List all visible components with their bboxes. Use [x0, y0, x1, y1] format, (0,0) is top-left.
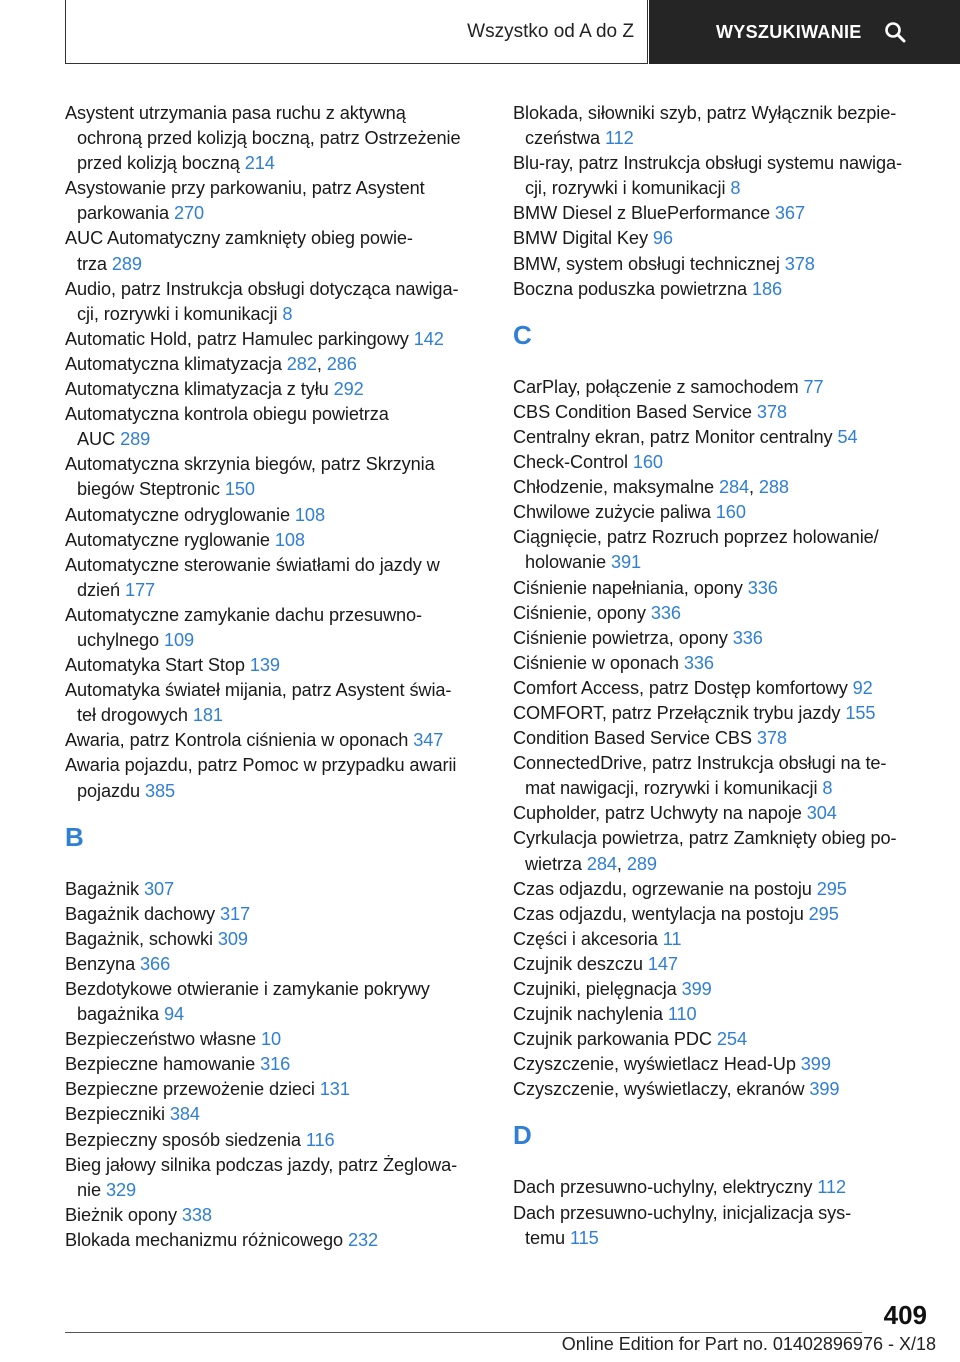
index-entry-text: Ciśnienie napełniania, opony: [513, 577, 748, 598]
page-link[interactable]: 289: [111, 253, 142, 274]
index-entry: [513, 1052, 933, 1077]
index-entry-text: Asystowanie przy parkowaniu, patrz Asystent: [65, 178, 425, 199]
page-link[interactable]: 304: [806, 803, 837, 824]
index-entry-text: biegów Steptronic: [77, 479, 225, 500]
tab-a-to-z[interactable]: [65, 0, 648, 64]
page-link[interactable]: 317: [220, 903, 251, 924]
index-entry-text: parkowania: [77, 203, 174, 224]
page-link[interactable]: 286: [326, 353, 357, 374]
index-letter-heading: B: [65, 821, 84, 852]
page-link[interactable]: 288: [758, 477, 789, 498]
page-link[interactable]: 254: [716, 1029, 747, 1050]
index-entry: [65, 902, 485, 927]
index-entry: [513, 400, 933, 425]
index-entry: [513, 927, 933, 952]
index-entry-text: Boczna poduszka powietrzna: [513, 278, 752, 299]
index-entry-text: ConnectedDrive, patrz Instrukcja obsługi na te-: [513, 753, 887, 774]
index-entry-text: Condition Based Service CBS: [513, 728, 757, 749]
index-entry: [65, 1228, 485, 1253]
index-entry-text: Cyrkulacja powietrza, patrz Zamknięty obieg po-: [513, 828, 897, 849]
index-entry: [65, 952, 485, 977]
index-entry-text: CarPlay, połączenie z samochodem: [513, 376, 804, 397]
page-link[interactable]: 11: [662, 928, 682, 949]
page-link[interactable]: 347: [413, 730, 444, 751]
index-entry-text: Czujniki, pielęgnacja: [513, 979, 682, 999]
index-entry-text: holowanie: [525, 552, 611, 573]
page-link[interactable]: 94: [163, 1004, 185, 1025]
index-entry: [513, 500, 933, 525]
page-separator: ,: [616, 853, 627, 874]
index-entry: [513, 226, 933, 251]
page-link[interactable]: 177: [124, 579, 155, 600]
index-entry: [513, 1002, 933, 1027]
index-entry: [513, 425, 933, 450]
page-link[interactable]: 139: [249, 655, 280, 676]
index-entry: [513, 601, 933, 626]
page-link[interactable]: 391: [610, 552, 642, 573]
page-link[interactable]: 112: [817, 1177, 847, 1198]
index-entry: [513, 1175, 933, 1200]
index-entry-text: Comfort Access, patrz Dostęp komfortowy: [513, 677, 853, 698]
index-entry: [513, 1201, 933, 1251]
page-link[interactable]: 131: [319, 1079, 350, 1100]
page-link[interactable]: 77: [803, 376, 824, 397]
page-link[interactable]: 181: [192, 705, 223, 726]
index-entry-text: Ciśnienie powietrza, opony: [513, 627, 733, 648]
page-link[interactable]: 232: [348, 1229, 379, 1250]
index-entry: [513, 475, 933, 500]
index-entry-text: cji, rozrywki i komunikacji: [77, 303, 283, 324]
tab-search[interactable]: [649, 0, 960, 64]
index-entry: [65, 753, 485, 803]
index-entry: [513, 902, 933, 927]
index-entry: [513, 450, 933, 475]
index-entry-text: Awaria, patrz Kontrola ciśnienia w oponach: [65, 730, 414, 751]
search-icon: [884, 21, 906, 43]
index-entry-text: Asystent utrzymania pasa ruchu z aktywną: [65, 103, 406, 123]
page-link[interactable]: 92: [852, 677, 873, 698]
page-link[interactable]: 378: [784, 253, 815, 274]
page-link[interactable]: 214: [244, 153, 275, 174]
index-entry-text: Ciągnięcie, patrz Rozruch poprzez holowanie/: [513, 527, 879, 548]
index-entry-text: Automatyczne zamykanie dachu przesuwno-: [65, 604, 422, 625]
index-entry: [513, 801, 933, 826]
footer-edition-text: Online Edition for Part no. 01402896976 - X/18: [561, 1334, 936, 1354]
index-entry: [513, 277, 933, 302]
page-link[interactable]: 112: [604, 128, 634, 149]
index-entry-text: Benzyna: [65, 953, 141, 974]
index-entry-text: Cupholder, patrz Uchwyty na napoje: [513, 803, 807, 824]
index-entry-text: nie: [77, 1179, 106, 1200]
index-entry: [513, 252, 933, 277]
page-link[interactable]: 109: [163, 629, 195, 650]
index-entry: [65, 226, 485, 276]
index-column-left: [65, 101, 485, 1253]
index-entry-text: Blu-ray, patrz Instrukcja obsługi systemu nawiga-: [513, 153, 902, 174]
index-entry-text: BMW Digital Key: [513, 228, 653, 249]
index-letter-heading: C: [513, 319, 532, 350]
index-entry-text: Chwilowe zużycie paliwa: [513, 502, 716, 523]
index-entry-text: Chłodzenie, maksymalne: [513, 477, 719, 498]
index-entry-text: CBS Condition Based Service: [513, 401, 757, 422]
index-entry-text: Ciśnienie, opony: [513, 602, 651, 623]
page-link[interactable]: 160: [715, 502, 746, 523]
index-entry: [513, 977, 933, 1002]
page-link[interactable]: 110: [667, 1004, 697, 1025]
index-entry-text: Części i akcesoria: [513, 928, 663, 949]
page-link[interactable]: 316: [260, 1054, 291, 1075]
index-entry-text: Czyszczenie, wyświetlacz Head-Up: [513, 1054, 801, 1075]
index-entry-text: BMW, system obsługi technicznej: [513, 253, 785, 274]
index-entry-text: Automatyczne ryglowanie: [65, 529, 275, 550]
index-entry-text: Audio, patrz Instrukcja obsługi dotycząca nawiga-: [65, 278, 459, 299]
index-entry: [65, 377, 485, 402]
index-entry-text: Czas odjazdu, wentylacja na postoju: [513, 903, 809, 924]
index-entry: [513, 877, 933, 902]
index-entry-text: Awaria pojazdu, patrz Pomoc w przypadku awarii: [65, 755, 457, 776]
index-entry-text: Bagażnik dachowy: [65, 903, 221, 924]
top-navigation: [0, 0, 960, 66]
index-entry: [513, 676, 933, 701]
page-link[interactable]: 150: [224, 479, 255, 500]
index-entry-text: bagażnika: [77, 1004, 164, 1025]
index-entry-text: Blokada mechanizmu różnicowego: [65, 1229, 348, 1250]
page-link[interactable]: 295: [808, 903, 839, 924]
index-entry: [65, 553, 485, 603]
index-entry: [65, 452, 485, 502]
page-link[interactable]: 116: [305, 1129, 335, 1150]
index-entry-text: Dach przesuwno-uchylny, inicjalizacja sys-: [513, 1202, 852, 1223]
index-entry-text: Bezdotykowe otwieranie i zamykanie pokrywy: [65, 979, 430, 999]
page-link[interactable]: 270: [173, 203, 205, 224]
index-entry: [65, 327, 485, 352]
index-entry: [513, 952, 933, 977]
page-link[interactable]: 96: [652, 228, 673, 249]
page-link[interactable]: 108: [274, 529, 305, 550]
index-entry-text: Automatyczne sterowanie światłami do jazdy w: [65, 554, 440, 575]
index-entry: [65, 352, 485, 377]
page-link[interactable]: 336: [747, 577, 778, 598]
page-link[interactable]: 160: [632, 452, 663, 473]
index-entry: [513, 375, 933, 400]
index-entry-text: COMFORT, patrz Przełącznik trybu jazdy: [513, 702, 846, 723]
index-entry: [513, 651, 933, 676]
page-link[interactable]: 115: [570, 1227, 599, 1248]
page-link[interactable]: 399: [681, 979, 712, 999]
index-entry: [513, 525, 933, 575]
page-link[interactable]: 399: [800, 1054, 831, 1075]
index-entry-text: Bieżnik opony: [65, 1204, 182, 1225]
index-entry-text: czeństwa: [525, 128, 605, 149]
index-entry-text: Automatyczne odryglowanie: [65, 504, 295, 525]
index-entry: [513, 1077, 933, 1102]
index-entry: [65, 528, 485, 553]
index-entry: [65, 1128, 485, 1153]
index-entry-text: Automatyka świateł mijania, patrz Asystent świa-: [65, 680, 452, 701]
page-link[interactable]: 385: [144, 780, 176, 801]
index-entry: [65, 176, 485, 226]
index-entry-text: Bieg jałowy silnika podczas jazdy, patrz Żeglowa-: [65, 1154, 458, 1175]
page-link[interactable]: 147: [647, 953, 678, 974]
index-column-right: [513, 101, 933, 1251]
page-link[interactable]: 8: [822, 778, 833, 799]
index-entry: [65, 101, 485, 176]
index-entry: [65, 678, 485, 728]
tab-search-label: WYSZUKIWANIE: [716, 21, 862, 42]
page-link[interactable]: 378: [756, 728, 787, 749]
index-entry-text: Automatyczna klimatyzacja z tyłu: [65, 379, 334, 400]
index-entry-text: Czujnik nachylenia: [513, 1004, 668, 1025]
page-link[interactable]: 384: [169, 1104, 200, 1125]
index-entry: [513, 751, 933, 801]
index-entry: [65, 927, 485, 952]
page-link[interactable]: 338: [181, 1204, 212, 1225]
index-entry-text: Automatyczna skrzynia biegów, patrz Skrzynia: [65, 454, 435, 475]
page-link[interactable]: 186: [751, 278, 782, 299]
index-entry-text: Ciśnienie w oponach: [513, 652, 684, 673]
index-entry-text: Bagażnik: [65, 878, 144, 899]
index-entry: [65, 503, 485, 528]
index-entry-text: Bezpieczniki: [65, 1104, 170, 1125]
index-entry-text: mat nawigacji, rozrywki i komunikacji: [525, 778, 823, 799]
index-entry-text: trza: [77, 253, 112, 274]
index-letter-heading: D: [513, 1120, 532, 1151]
index-entry-text: Blokada, siłowniki szyb, patrz Wyłącznik bezpie-: [513, 103, 897, 123]
page-link[interactable]: 155: [845, 702, 876, 723]
page-link[interactable]: 378: [756, 401, 787, 422]
index-entry-text: Automatic Hold, patrz Hamulec parkingowy: [65, 328, 414, 349]
index-entry-text: Bezpieczne hamowanie: [65, 1054, 261, 1075]
index-entry-text: Automatyczna klimatyzacja: [65, 353, 287, 374]
page-link[interactable]: 336: [732, 627, 763, 648]
index-entry-text: Automatyka Start Stop: [65, 655, 250, 676]
page-link[interactable]: 8: [282, 303, 293, 324]
index-entry: [65, 1077, 485, 1102]
index-entry: [513, 201, 933, 226]
page-link[interactable]: 309: [217, 928, 248, 949]
index-entry-text: Dach przesuwno-uchylny, elektryczny: [513, 1177, 818, 1198]
page-link[interactable]: 336: [650, 602, 681, 623]
page-number: 409: [883, 1300, 927, 1330]
index-entry: [65, 277, 485, 327]
page-link[interactable]: 367: [774, 203, 805, 224]
index-entry: [65, 1102, 485, 1127]
index-entry-text: Czas odjazdu, ogrzewanie na postoju: [513, 878, 817, 899]
index-entry: [65, 728, 485, 753]
page-link[interactable]: 292: [333, 379, 364, 400]
index-entry-text: Bezpieczeństwo własne: [65, 1029, 261, 1050]
page-link[interactable]: 399: [809, 1079, 840, 1100]
index-entry-text: cji, rozrywki i komunikacji: [525, 178, 731, 199]
index-entry-text: Bezpieczny sposób siedzenia: [65, 1129, 306, 1150]
page-link[interactable]: 289: [120, 429, 151, 450]
tab-a-to-z-label: Wszystko od A do Z: [467, 20, 634, 42]
footer-divider: [65, 1332, 862, 1333]
index-entry-text: wietrza: [525, 853, 587, 874]
index-entry: [65, 877, 485, 902]
index-entry: [65, 1153, 485, 1203]
index-entry: [513, 1027, 933, 1052]
index-entry-text: Automatyczna kontrola obiegu powietrza: [65, 404, 389, 425]
index-entry: [65, 1027, 485, 1052]
index-entry: [513, 576, 933, 601]
page-link[interactable]: 307: [143, 878, 175, 899]
index-entry-text: temu: [525, 1227, 570, 1248]
index-entry-text: Bezpieczne przewożenie dzieci: [65, 1079, 320, 1100]
page-link[interactable]: 289: [626, 853, 657, 874]
index-entry: [65, 653, 485, 678]
page-link[interactable]: 295: [816, 878, 847, 899]
page-link[interactable]: 142: [413, 328, 444, 349]
page-link[interactable]: 366: [140, 953, 171, 974]
page-link[interactable]: 284: [718, 477, 749, 498]
index-entry: [65, 402, 485, 452]
index-entry: [65, 977, 485, 1027]
page-link[interactable]: 54: [837, 426, 858, 447]
index-entry: [513, 826, 933, 876]
index-entry-text: Check-Control: [513, 452, 633, 473]
index-entry: [513, 626, 933, 651]
index-entry: [513, 101, 933, 151]
index-entry: [513, 726, 933, 751]
index-entry-text: Centralny ekran, patrz Monitor centralny: [513, 426, 838, 447]
index-entry-text: AUC: [77, 429, 121, 450]
page-link[interactable]: 284: [586, 853, 617, 874]
index-entry-text: dzień: [77, 579, 125, 600]
page-link[interactable]: 329: [105, 1179, 136, 1200]
page-link[interactable]: 108: [294, 504, 325, 525]
index-entry-text: BMW Diesel z BluePerformance: [513, 203, 775, 224]
index-entry-text: uchylnego: [77, 629, 164, 650]
index-entry-text: pojazdu: [77, 780, 145, 801]
index-entry: [65, 1052, 485, 1077]
index-entry: [65, 1203, 485, 1228]
page-separator: ,: [316, 353, 327, 374]
index-entry-text: ochroną przed kolizją boczną, patrz Ostrzeżenie: [77, 128, 461, 149]
page-link[interactable]: 10: [260, 1029, 281, 1050]
index-entry: [513, 151, 933, 201]
index-entry: [65, 603, 485, 653]
page-separator: ,: [749, 477, 759, 498]
index-entry-text: Czyszczenie, wyświetlaczy, ekranów: [513, 1079, 810, 1100]
index-entry-text: Czujnik deszczu: [513, 953, 648, 974]
page-link[interactable]: 336: [683, 652, 714, 673]
index-entry-text: AUC Automatyczny zamknięty obieg powie-: [65, 228, 413, 249]
index-entry-text: teł drogowych: [77, 705, 193, 726]
index-entry-text: przed kolizją boczną: [77, 153, 245, 174]
page-link[interactable]: 8: [730, 178, 741, 199]
index-entry: [513, 701, 933, 726]
index-entry-text: Bagażnik, schowki: [65, 928, 218, 949]
index-entry-text: Czujnik parkowania PDC: [513, 1029, 717, 1050]
page-link[interactable]: 282: [286, 353, 317, 374]
